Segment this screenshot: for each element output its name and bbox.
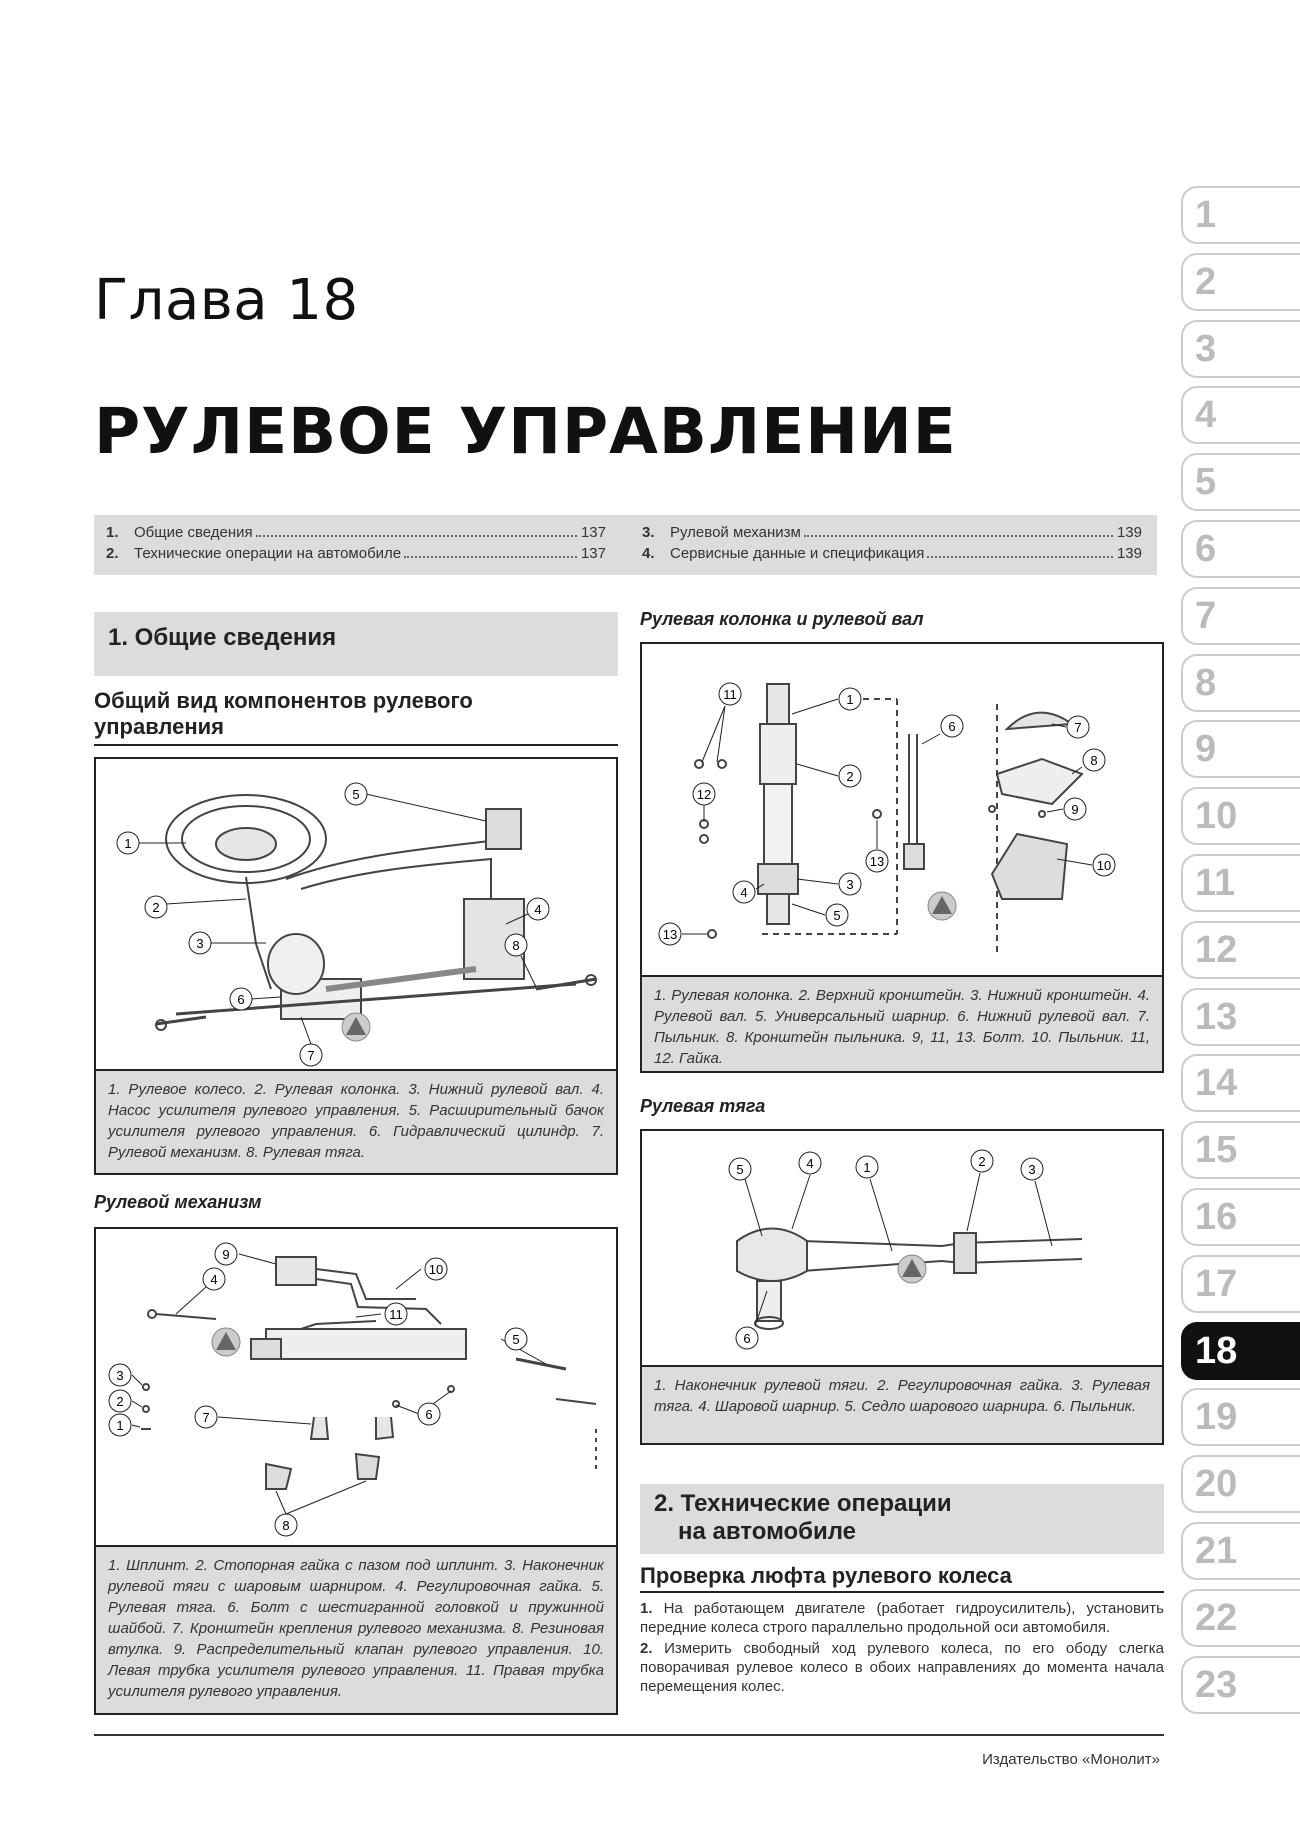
subheading-rule [640,1591,1164,1593]
callout-1: 1 [863,1160,871,1175]
toc-leader [404,556,577,558]
title-tie-rod: Рулевая тяга [640,1096,766,1116]
callout-11: 11 [723,687,737,702]
chapter-tab-21[interactable]: 21 [1181,1522,1300,1580]
chapter-tab-8[interactable]: 8 [1181,654,1300,712]
caption-steering-column: 1. Рулевая колонка. 2. Верхний кронштейн. 3. Нижний кронштейн. 4. Рулевой вал. 5. Универсальный шарнир. 6. Нижний рулевой вал. 7. Пыльник. 8. Кронштейн пыльника. 9, 11, 13. Болт. 10. Пыльник. 11, 12. Гайка. [640,977,1164,1073]
callout-5: 5 [833,908,841,923]
toc-entry[interactable] [642,545,1142,566]
step-text: Измерить свободный ход рулевого колеса, по его ободу слегка поворачивая рулевое колесо в обоих направлениях до момента начала перемещения колес. [640,1640,1164,1695]
chapter-tab-17[interactable]: 17 [1181,1255,1300,1313]
subheading-components: Общий вид компонентов рулевого управления [94,688,473,739]
callout-5: 5 [512,1332,520,1347]
chapter-tab-4[interactable]: 4 [1181,386,1300,444]
toc-number: 1. [106,524,119,541]
chapter-tab-20[interactable]: 20 [1181,1455,1300,1513]
callout-10: 10 [1096,858,1112,873]
callout-10: 10 [428,1262,444,1277]
toc-number: 4. [642,545,655,562]
toc-number: 3. [642,524,655,541]
watermark-logo [212,1328,240,1356]
chapter-tab-22[interactable]: 22 [1181,1589,1300,1647]
section-heading-operations [640,1484,1164,1554]
toc-text: Сервисные данные и спецификация [670,545,925,562]
steering-gear-drawing [96,1229,616,1545]
chapter-tab-12[interactable]: 12 [1181,921,1300,979]
chapter-tab-10[interactable]: 10 [1181,787,1300,845]
callout-4: 4 [806,1156,814,1171]
callout-13b: 13 [869,854,885,869]
toc-page: 139 [1116,524,1142,541]
chapter-tab-14[interactable]: 14 [1181,1054,1300,1112]
callout-1: 1 [116,1418,124,1433]
steering-column-drawing [642,644,1162,975]
callout-5: 5 [352,787,360,802]
callout-13: 13 [662,927,678,942]
figure-steering-overview [94,757,618,1071]
table-of-contents [94,515,1157,575]
chapter-tab-9[interactable]: 9 [1181,720,1300,778]
steering-overview-drawing [96,759,616,1069]
callout-4: 4 [534,902,542,917]
figure-steering-column [640,642,1164,977]
callout-2: 2 [978,1154,986,1169]
chapter-tab-3[interactable]: 3 [1181,320,1300,378]
callout-6: 6 [948,719,956,734]
callout-6: 6 [743,1331,751,1346]
toc-entry[interactable] [106,545,606,566]
callout-2: 2 [116,1394,124,1409]
toc-page: 137 [580,545,606,562]
watermark-logo [928,892,956,920]
toc-leader [927,556,1113,558]
toc-text: Рулевой механизм [670,524,801,541]
callout-8: 8 [1090,753,1098,768]
callout-7: 7 [307,1048,315,1063]
callout-3: 3 [1028,1162,1036,1177]
chapter-tab-11[interactable]: 11 [1181,854,1300,912]
procedure-step [640,1599,1164,1637]
figure-steering-gear [94,1227,618,1547]
toc-number: 2. [106,545,119,562]
step-number: 1. [640,1600,653,1617]
chapter-title: РУЛЕВОЕ УПРАВЛЕНИЕ [94,395,957,468]
callout-2: 2 [846,769,854,784]
chapter-tab-18[interactable]: 18 [1181,1322,1300,1380]
callout-3: 3 [196,936,204,951]
chapter-tab-15[interactable]: 15 [1181,1121,1300,1179]
toc-leader [804,535,1113,537]
chapter-tab-7[interactable]: 7 [1181,587,1300,645]
chapter-tab-19[interactable]: 19 [1181,1388,1300,1446]
caption-steering-gear: 1. Шплинт. 2. Стопорная гайка с пазом под шплинт. 3. Наконечник рулевой тяги с шаровым шарниром. 4. Регулировочная гайка. 5. Рулевая тяга. 6. Болт с шестигранной головкой и пружинной шайбой. 7. Кронштейн крепления рулевого механизма. 8. Резиновая втулка. 9. Распределительный клапан рулевого управления. 10. Левая трубка усилителя рулевого управления. 11. Правая трубка усилителя рулевого управления. [94,1547,618,1715]
figure-tie-rod [640,1129,1164,1367]
watermark-logo [342,1013,370,1041]
step-number: 2. [640,1640,653,1657]
footer-rule [94,1734,1164,1736]
callout-2: 2 [152,900,160,915]
chapter-tab-13[interactable]: 13 [1181,988,1300,1046]
callout-1: 1 [846,692,854,707]
callout-6: 6 [425,1407,433,1422]
section-heading-line: 2. Технические операции [654,1490,952,1517]
callout-8: 8 [512,938,520,953]
caption-steering-overview: 1. Рулевое колесо. 2. Рулевая колонка. 3. Нижний рулевой вал. 4. Насос усилителя рулевого управления. 5. Расширительный бачок усилителя рулевого управления. 6. Гидравлический цилиндр. 7. Рулевой механизм. 8. Рулевая тяга. [94,1071,618,1175]
callout-9: 9 [1071,802,1079,817]
chapter-tab-1[interactable]: 1 [1181,186,1300,244]
toc-text: Общие сведения [134,524,253,541]
callout-6: 6 [237,992,245,1007]
toc-page: 137 [580,524,606,541]
chapter-tab-16[interactable]: 16 [1181,1188,1300,1246]
callout-7: 7 [1074,720,1082,735]
toc-page: 139 [1116,545,1142,562]
toc-entry[interactable] [642,524,1142,545]
procedure-step [640,1639,1164,1696]
chapter-tab-2[interactable]: 2 [1181,253,1300,311]
section-heading-general: 1. Общие сведения [94,612,618,676]
section-heading-line: на автомобиле [678,1518,857,1545]
watermark-logo [898,1255,926,1283]
callout-8: 8 [282,1518,290,1533]
callout-4: 4 [740,885,748,900]
callout-9: 9 [222,1247,230,1262]
chapter-tab-6[interactable]: 6 [1181,520,1300,578]
procedure-text [640,1599,1164,1698]
step-text: На работающем двигателе (работает гидроусилитель), установить передние колеса строго параллельно продольной оси автомобиля. [640,1600,1164,1636]
subheading-play-check: Проверка люфта рулевого колеса [640,1563,1012,1588]
callout-12: 12 [696,787,712,802]
callout-1: 1 [124,836,132,851]
callout-11: 11 [389,1307,403,1322]
toc-text: Технические операции на автомобиле [134,545,402,562]
callout-7: 7 [202,1410,210,1425]
chapter-tab-5[interactable]: 5 [1181,453,1300,511]
callout-3: 3 [116,1368,124,1383]
tie-rod-drawing [642,1131,1162,1365]
title-steering-column: Рулевая колонка и рулевой вал [640,609,924,629]
subheading-rule [94,744,618,746]
title-steering-gear: Рулевой механизм [94,1192,262,1212]
callout-4: 4 [210,1272,218,1287]
callout-5: 5 [736,1162,744,1177]
callout-3: 3 [846,877,854,892]
publisher-name: Издательство «Монолит» [982,1751,1160,1768]
chapter-tab-23[interactable]: 23 [1181,1656,1300,1714]
toc-entry[interactable] [106,524,606,545]
chapter-number: Глава 18 [94,268,359,333]
toc-leader [256,535,577,537]
caption-tie-rod: 1. Наконечник рулевой тяги. 2. Регулировочная гайка. 3. Рулевая тяга. 4. Шаровой шарнир. 5. Седло шарового шарнира. 6. Пыльник. [640,1367,1164,1445]
